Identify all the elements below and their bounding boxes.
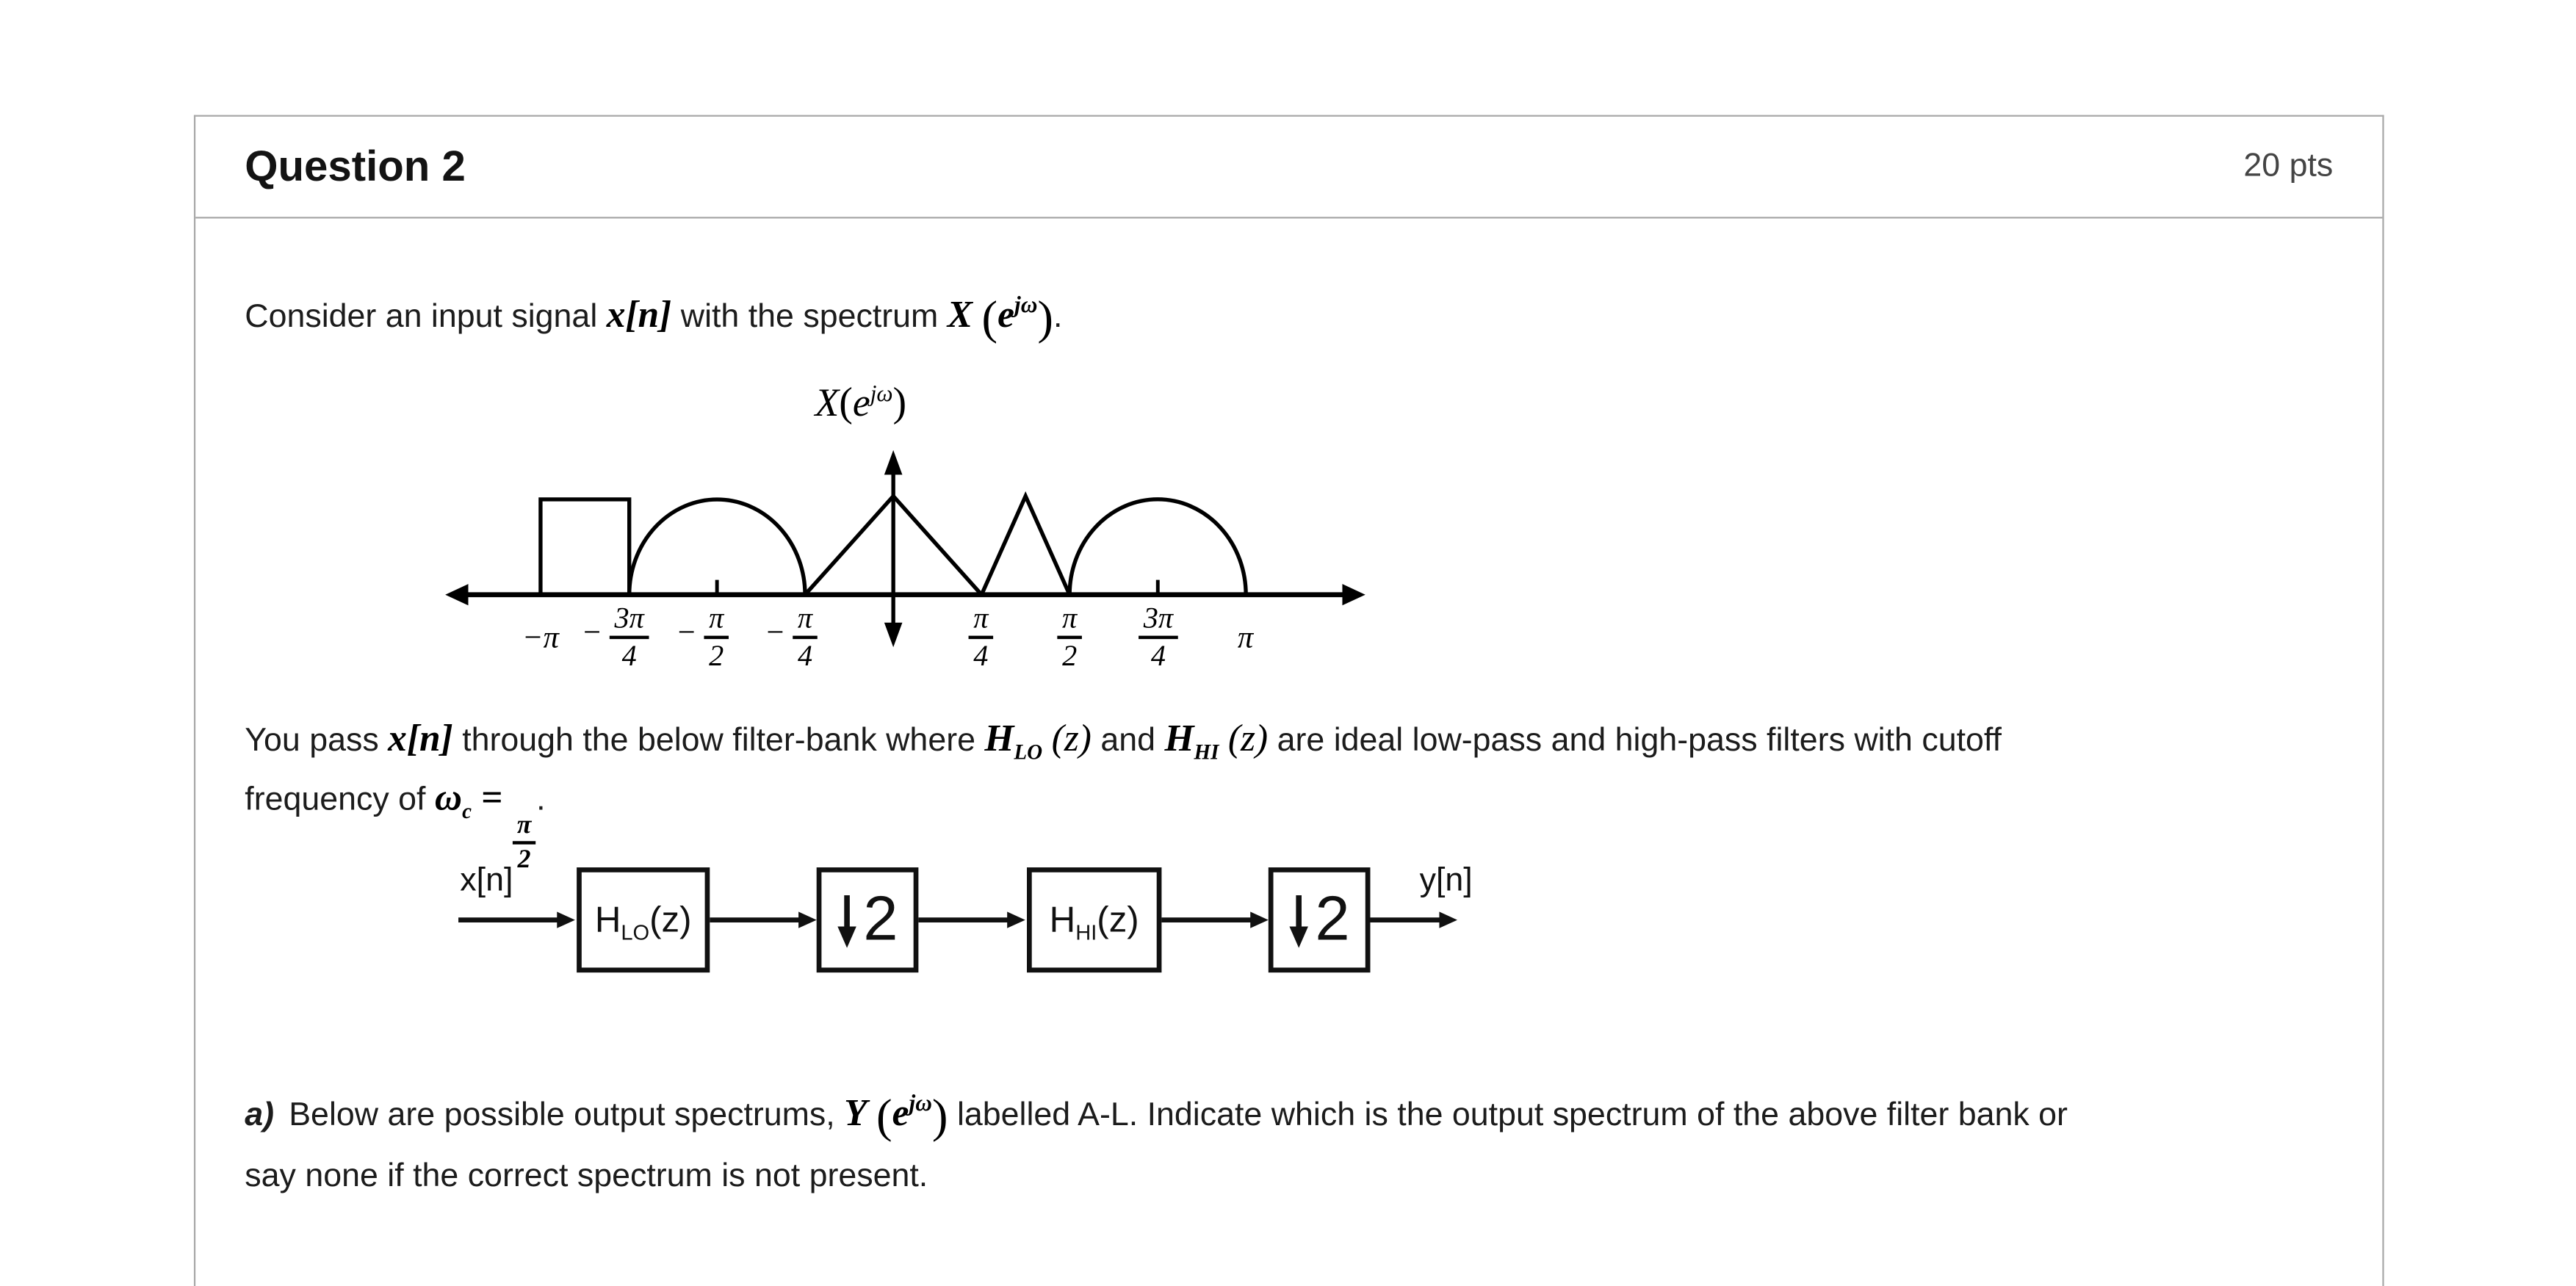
figure-title-close-paren: ) [892,380,907,426]
downsample-factor: 2 [863,884,898,954]
figure-title-e: e [852,383,870,426]
downsample-factor: 2 [1315,884,1350,954]
segment-rectangle [541,499,629,595]
intro-text-end: . [1053,299,1063,336]
part-a-paragraph [245,1086,2356,1204]
part-a-label: a) [245,1097,275,1134]
tick-label-neg-pi-2: − π 2 [704,603,729,671]
input-signal-label: x[n] [460,862,513,899]
intro-paragraph [245,291,2356,347]
math-equals: = [472,777,513,818]
question-header [195,117,2382,219]
part-a-line-1: a) Below are possible output spectrums, Y $(e^{j\omega})$ labelled A-L. Indicate which is the output spectrum of the above filter bank or [245,1091,2068,1144]
math-spectrum-var: X [947,294,973,336]
figure-title-open-paren: ( [839,380,853,426]
tick-label-pi-2: π 2 [1057,603,1082,671]
minus-sign: − [677,615,696,651]
downsample-by-2-block [817,867,919,972]
axis-right-arrowhead [1342,584,1365,605]
intro-text-pre: Consider an input signal [245,299,607,336]
tick-label-neg-pi-4: − π 4 [793,603,818,671]
spectrum-figure [442,381,1444,734]
frequency-axis [445,584,1365,605]
minus-sign: − [766,615,784,651]
segment-triangle-small [981,496,1069,595]
minus-sign: − [583,615,602,651]
math-close-paren: ) [1037,292,1053,345]
math-omega-c: ω [434,777,463,818]
math-hhi: H [1164,718,1194,759]
description-line-2: frequency of $\omega_c$ = $\frac{\pi}{2}$ . [245,777,546,873]
figure-title-exponent: jω [870,383,893,408]
question-title: Question 2 [245,141,466,191]
filter-description-paragraph [245,712,2356,873]
downsample-by-2-block [1269,867,1371,972]
tick-label-pi: π [1237,621,1254,656]
output-signal-label: y[n] [1419,862,1473,899]
math-x-of-n: x[n] [388,718,453,759]
math-exponent: jω [1014,294,1038,319]
math-e: e [892,1092,909,1134]
math-hlo: H [984,718,1014,759]
intro-text-mid: with the spectrum [671,299,948,336]
tick-label-neg-3pi-4: − 3π 4 [610,603,649,671]
math-e: e [997,294,1015,336]
math-pi-over-2: $\frac{\pi}{2}$ [512,812,536,873]
filter-bank-diagram [442,856,1494,994]
math-close-paren: ) [931,1091,948,1144]
math-exponent: jω [909,1092,932,1118]
lowpass-filter-block: $H_{LO}(z)$ [577,867,710,972]
tick-label-3pi-4: 3π 4 [1139,603,1178,671]
highpass-filter-block: $H_{HI}(z)$ [1027,867,1161,972]
axis-up-arrowhead [884,450,903,475]
math-y-var: Y [844,1092,867,1134]
question-points: 20 pts [2243,148,2334,184]
description-line-1: You pass x[n] through the below filter-bank where $H_{LO}$ (z) and $H_{HI}$ (z) are ideal low-pass and high-pass filters with cutoff [245,718,2002,765]
part-a-line-2: say none if the correct spectrum is not present. [245,1157,928,1195]
axis-down-arrowhead [884,623,903,648]
figure-title-var: X [815,383,840,426]
math-open-paren: ( [981,292,998,345]
question-card [194,115,2384,1286]
axis-left-arrowhead [445,584,468,605]
downsample-arrow-icon [837,893,858,947]
tick-label-neg-pi: −π [522,621,559,656]
vertical-axis [884,450,903,647]
downsample-arrow-icon [1289,893,1310,947]
math-open-paren: ( [876,1091,892,1144]
tick-label-pi-4: π 4 [969,603,994,671]
math-x-of-n: x[n] [606,294,672,336]
